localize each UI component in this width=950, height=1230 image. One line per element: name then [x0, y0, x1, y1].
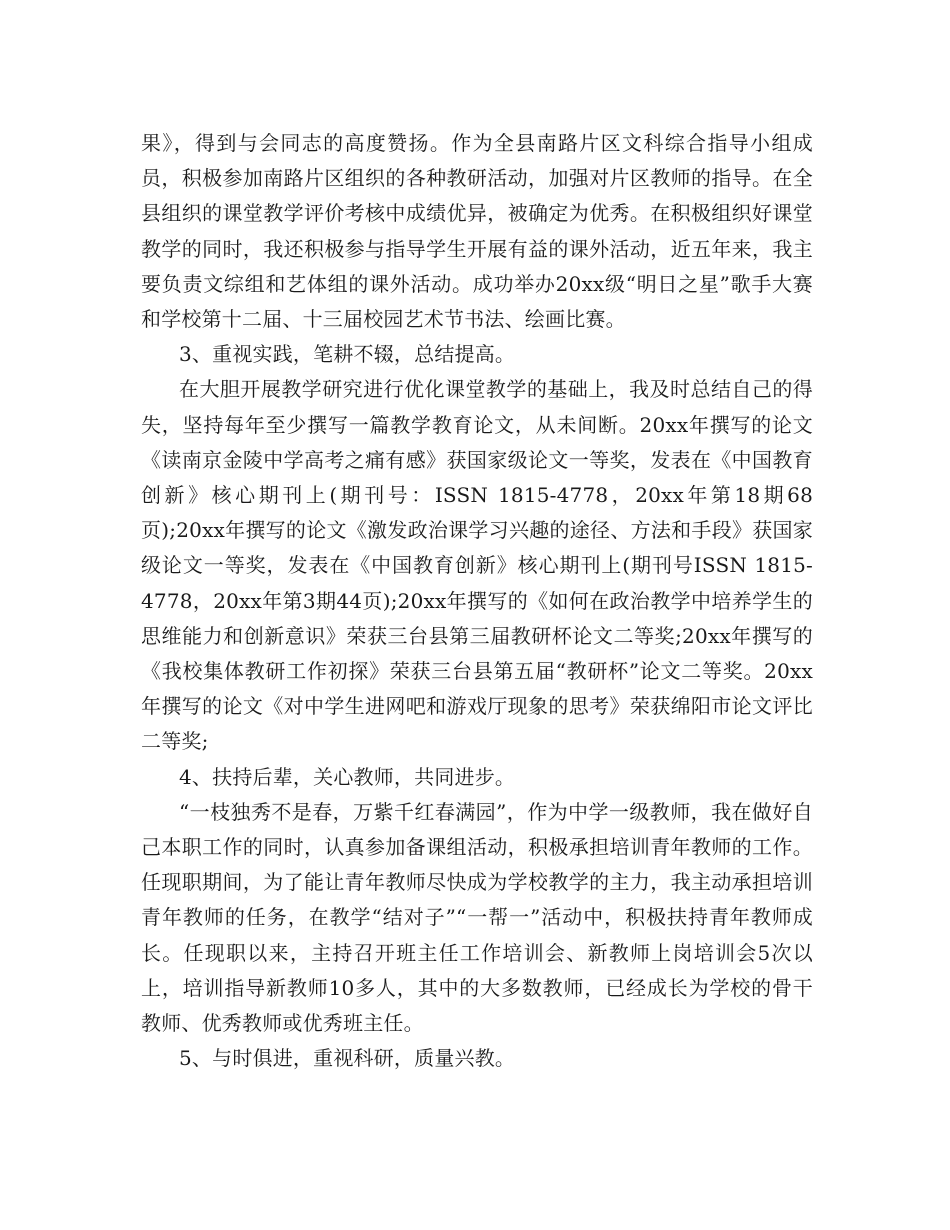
paragraph-papers: 在大胆开展教学研究进行优化课堂教学的基础上，我及时总结自己的得失，坚持每年至少撰写一篇教学教育论文，从未间断。20xx年撰写的论文《读南京金陵中学高考之痛有感》获国家级论文一等奖，发表在《中国教育创新》核心期刊上(期刊号：ISSN 1815-4778，20xx年第18期68页);20xx年撰写的论文《激发政治课学习兴趣的途径、方法和手段》获国家级论文一等奖，发表在《中国教育创新》核心期刊上(期刊号ISSN 1815-4778，20xx年第3期44页);20xx年撰写的《如何在政治教学中培养学生的思维能力和创新意识》荣获三台县第三届教研杯论文二等奖;20xx年撰写的《我校集体教研工作初探》荣获三台县第五届“教研杯”论文二等奖。20xx年撰写的论文《对中学生进网吧和游戏厅现象的思考》荣获绵阳市论文评比二等奖;: [141, 377, 813, 754]
section-heading-4: 4、扶持后辈，关心教师，共同进步。: [179, 764, 516, 789]
paragraph-mentoring: “一枝独秀不是春，万紫千红春满园”，作为中学一级教师，我在做好自己本职工作的同时，认真参加备课组活动，积极承担培训青年教师的工作。任现职期间，为了能让青年教师尽快成为学校教学的主力，我主动承担培训青年教师的任务，在教学“结对子”“一帮一”活动中，积极扶持青年教师成长。任现职以来，主持召开班主任工作培训会、新教师上岗培训会5次以上，培训指导新教师10多人，其中的大多数教师，已经成长为学校的骨干教师、优秀教师或优秀班主任。: [141, 799, 813, 1036]
section-heading-5: 5、与时俱进，重视科研，质量兴教。: [179, 1046, 516, 1071]
paragraph-activities-continuation: 果》，得到与会同志的高度赞扬。作为全县南路片区文科综合指导小组成员，积极参加南路片区组织的各种教研活动，加强对片区教师的指导。在全县组织的课堂教学评价考核中成绩优异，被确定为优秀。在积极组织好课堂教学的同时，我还积极参与指导学生开展有益的课外活动，近五年来，我主要负责文综组和艺体组的课外活动。成功举办20xx级“明日之星”歌手大赛和学校第十二届、十三届校园艺术节书法、绘画比赛。: [141, 131, 813, 332]
section-heading-3: 3、重视实践，笔耕不辍，总结提高。: [179, 342, 516, 367]
document-body: [141, 126, 813, 1076]
